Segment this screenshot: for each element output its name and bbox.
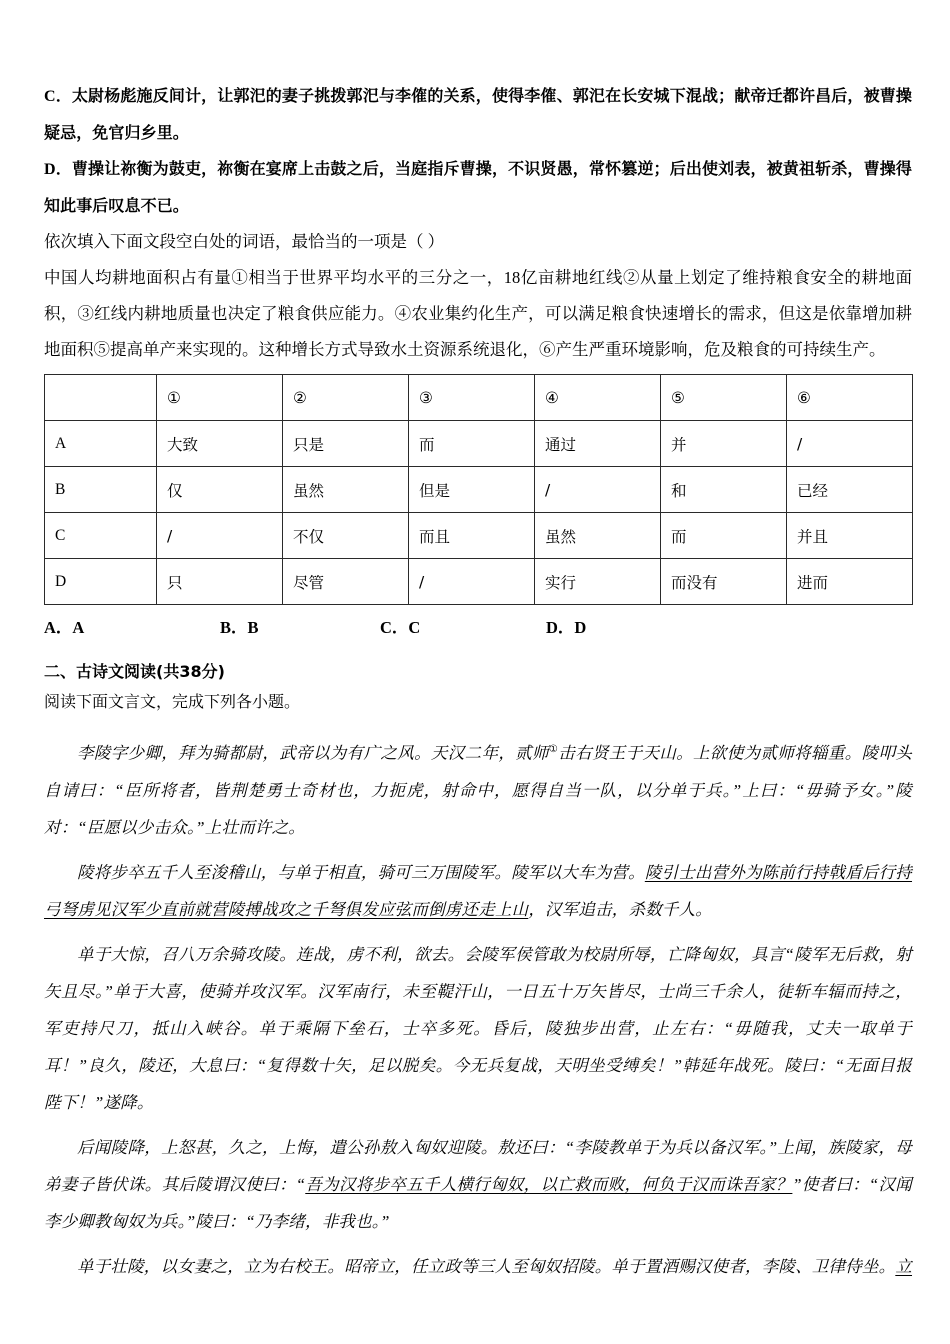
answer-choice-b-value: B bbox=[247, 618, 259, 637]
section-heading: 二、古诗文阅读(共38分) bbox=[44, 662, 225, 681]
classical-paragraph-5 bbox=[44, 1248, 912, 1285]
classical-paragraph-4 bbox=[44, 1129, 912, 1240]
table-col-header-5: ⑤ bbox=[661, 375, 787, 421]
answer-choice-a-label: A． bbox=[44, 618, 73, 637]
table-col-header-1: ① bbox=[157, 375, 283, 421]
table-corner-cell bbox=[45, 375, 157, 421]
table-cell: 并且 bbox=[787, 513, 913, 559]
table-cell: 而且 bbox=[409, 513, 535, 559]
table-col-header-2: ② bbox=[283, 375, 409, 421]
table-cell: 而 bbox=[661, 513, 787, 559]
classical-p4-part-a: 后闻陵降，上怒甚，久之，上悔，遣公孙敖入匈奴迎陵。敖还曰：“李陵教单于为兵以备汉军。”上闻，族陵家，母弟妻子皆伏诛。其后陵谓汉使曰：“ bbox=[44, 1137, 912, 1194]
classical-paragraph-3: 单于大惊，召八万余骑攻陵。连战，虏不利，欲去。会陵军侯管敢为校尉所辱，亡降匈奴，具言“陵军无后救，射矢且尽。”单于大喜，使骑并攻汉军。汉军南行，未至鞮汗山，一日五十万矢皆尽，士尚三千余人，徒斩车辐而持之，军吏持尺刀，抵山入峡谷。单于乘隔下垒石，士卒多死。昏后，陵独步出营，止左右：“毋随我，丈夫一取单于耳！”良久，陵还，大息曰：“复得数十矢，足以脱矣。今无兵复战，天明坐受缚矣！”韩延年战死。陵曰：“无面目报陛下！”遂降。 bbox=[44, 944, 912, 1112]
classical-p5-part-a: 单于壮陵，以女妻之，立为右校王。昭帝立，任立政等三人至匈奴招陵。单于置酒赐汉使者，李陵、卫律侍坐。 bbox=[77, 1256, 896, 1276]
table-row bbox=[45, 559, 913, 605]
table-header-row bbox=[45, 375, 913, 421]
option-c bbox=[44, 78, 912, 151]
table-cell: 并 bbox=[661, 421, 787, 467]
table-cell: 仅 bbox=[157, 467, 283, 513]
table-cell: 只是 bbox=[283, 421, 409, 467]
table-cell: 和 bbox=[661, 467, 787, 513]
table-row bbox=[45, 421, 913, 467]
answer-choice-b-label: B． bbox=[220, 618, 248, 637]
underlined-passage-2: 吾为汉将步卒五千人横行匈奴，以亡救而败，何负于汉而诛吾家？ bbox=[305, 1174, 793, 1194]
underlined-passage-1: 陵引士出营外为陈前行持戟盾后行持弓弩虏见汉军少直前就营陵搏战攻之千弩俱发应弦而倒虏还走上山 bbox=[44, 862, 913, 919]
table-col-header-4: ④ bbox=[535, 375, 661, 421]
classical-p1-part-b: 击右贤王于天山。上欲使为贰师将辎重。陵叩头自请曰：“臣所将者，皆荆楚勇士奇材也，力扼虎，射命中，愿得自当一队，以分单于兵。”上曰：“毋骑予女。”陵对：“臣愿以少击众。”上壮而许之。 bbox=[44, 743, 913, 837]
classical-p1-part-a: 李陵字少卿，拜为骑都尉，武帝以为有广之风。天汉二年，贰师 bbox=[77, 743, 549, 763]
classical-paragraph-2 bbox=[44, 854, 912, 928]
table-row-label-c: C bbox=[45, 513, 157, 559]
cloze-question-stem: 依次填入下面文段空白处的词语，最恰当的一项是（ ） bbox=[44, 232, 445, 251]
table-cell: / bbox=[535, 467, 661, 513]
table-cell: 已经 bbox=[787, 467, 913, 513]
classical-p4-part-b: ”使者曰：“汉闻李少卿教匈奴为兵。”陵曰：“乃李绪，非我也。” bbox=[44, 1174, 912, 1231]
classical-paragraph-1 bbox=[44, 731, 912, 846]
section-subheading: 阅读下面文言文，完成下列各小题。 bbox=[44, 692, 301, 711]
table-cell: 尽管 bbox=[283, 559, 409, 605]
option-d-label: D． bbox=[44, 161, 72, 178]
table-col-header-3: ③ bbox=[409, 375, 535, 421]
underlined-passage-3: 立 bbox=[895, 1256, 913, 1276]
table-cell: / bbox=[409, 559, 535, 605]
classical-p2-part-b: ，汉军追击，杀数千人。 bbox=[528, 899, 713, 919]
table-cell: 虽然 bbox=[535, 513, 661, 559]
table-cell: 大致 bbox=[157, 421, 283, 467]
table-cell: 通过 bbox=[535, 421, 661, 467]
table-row-label-d: D bbox=[45, 559, 157, 605]
answer-choice-b[interactable] bbox=[220, 613, 259, 643]
answer-choice-a[interactable] bbox=[44, 613, 84, 643]
table-cell: 而没有 bbox=[661, 559, 787, 605]
table-cell: 进而 bbox=[787, 559, 913, 605]
answer-choice-c-label: C． bbox=[380, 618, 409, 637]
answer-choice-d-value: D bbox=[574, 618, 587, 637]
footnote-marker-1: ① bbox=[548, 744, 559, 755]
answer-choice-row bbox=[44, 613, 912, 643]
table-cell: 而 bbox=[409, 421, 535, 467]
table-cell: 实行 bbox=[535, 559, 661, 605]
table-cell: 虽然 bbox=[283, 467, 409, 513]
option-c-text: 太尉杨彪施反间计，让郭汜的妻子挑拨郭汜与李傕的关系，使得李傕、郭汜在长安城下混战；献帝迁都许昌后，被曹操疑忌，免官归乡里。 bbox=[44, 86, 912, 142]
table-row-label-a: A bbox=[45, 421, 157, 467]
table-col-header-6: ⑥ bbox=[787, 375, 913, 421]
answer-choice-c[interactable] bbox=[380, 613, 420, 643]
table-row bbox=[45, 513, 913, 559]
table-cell: 不仅 bbox=[283, 513, 409, 559]
table-row-label-b: B bbox=[45, 467, 157, 513]
option-d bbox=[44, 151, 912, 224]
table-cell: 只 bbox=[157, 559, 283, 605]
option-d-text: 曹操让祢衡为鼓吏，祢衡在宴席上击鼓之后，当庭指斥曹操，不识贤愚，常怀篡逆；后出使刘表，被黄祖斩杀，曹操得知此事后叹息不已。 bbox=[44, 159, 912, 215]
answer-choice-d-label: D． bbox=[546, 618, 575, 637]
cloze-passage: 中国人均耕地面积占有量①相当于世界平均水平的三分之一，18亿亩耕地红线②从量上划定了维持粮食安全的耕地面积，③红线内耕地质量也决定了粮食供应能力。④农业集约化生产，可以满足粮食快速增长的需求，但这是依靠增加耕地面积⑤提高单产来实现的。这种增长方式导致水土资源系统退化，⑥产生严重环境影响，危及粮食的可持续生产。 bbox=[44, 268, 912, 359]
cloze-choice-table bbox=[44, 374, 913, 605]
table-row bbox=[45, 467, 913, 513]
option-c-label: C． bbox=[44, 88, 72, 105]
answer-choice-c-value: C bbox=[408, 618, 421, 637]
table-cell: / bbox=[787, 421, 913, 467]
table-cell: / bbox=[157, 513, 283, 559]
classical-p2-part-a: 陵将步卒五千人至浚稽山，与单于相直，骑可三万围陵军。陵军以大车为营。 bbox=[77, 862, 645, 882]
table-cell: 但是 bbox=[409, 467, 535, 513]
answer-choice-d[interactable] bbox=[546, 613, 586, 643]
answer-choice-a-value: A bbox=[72, 618, 85, 637]
